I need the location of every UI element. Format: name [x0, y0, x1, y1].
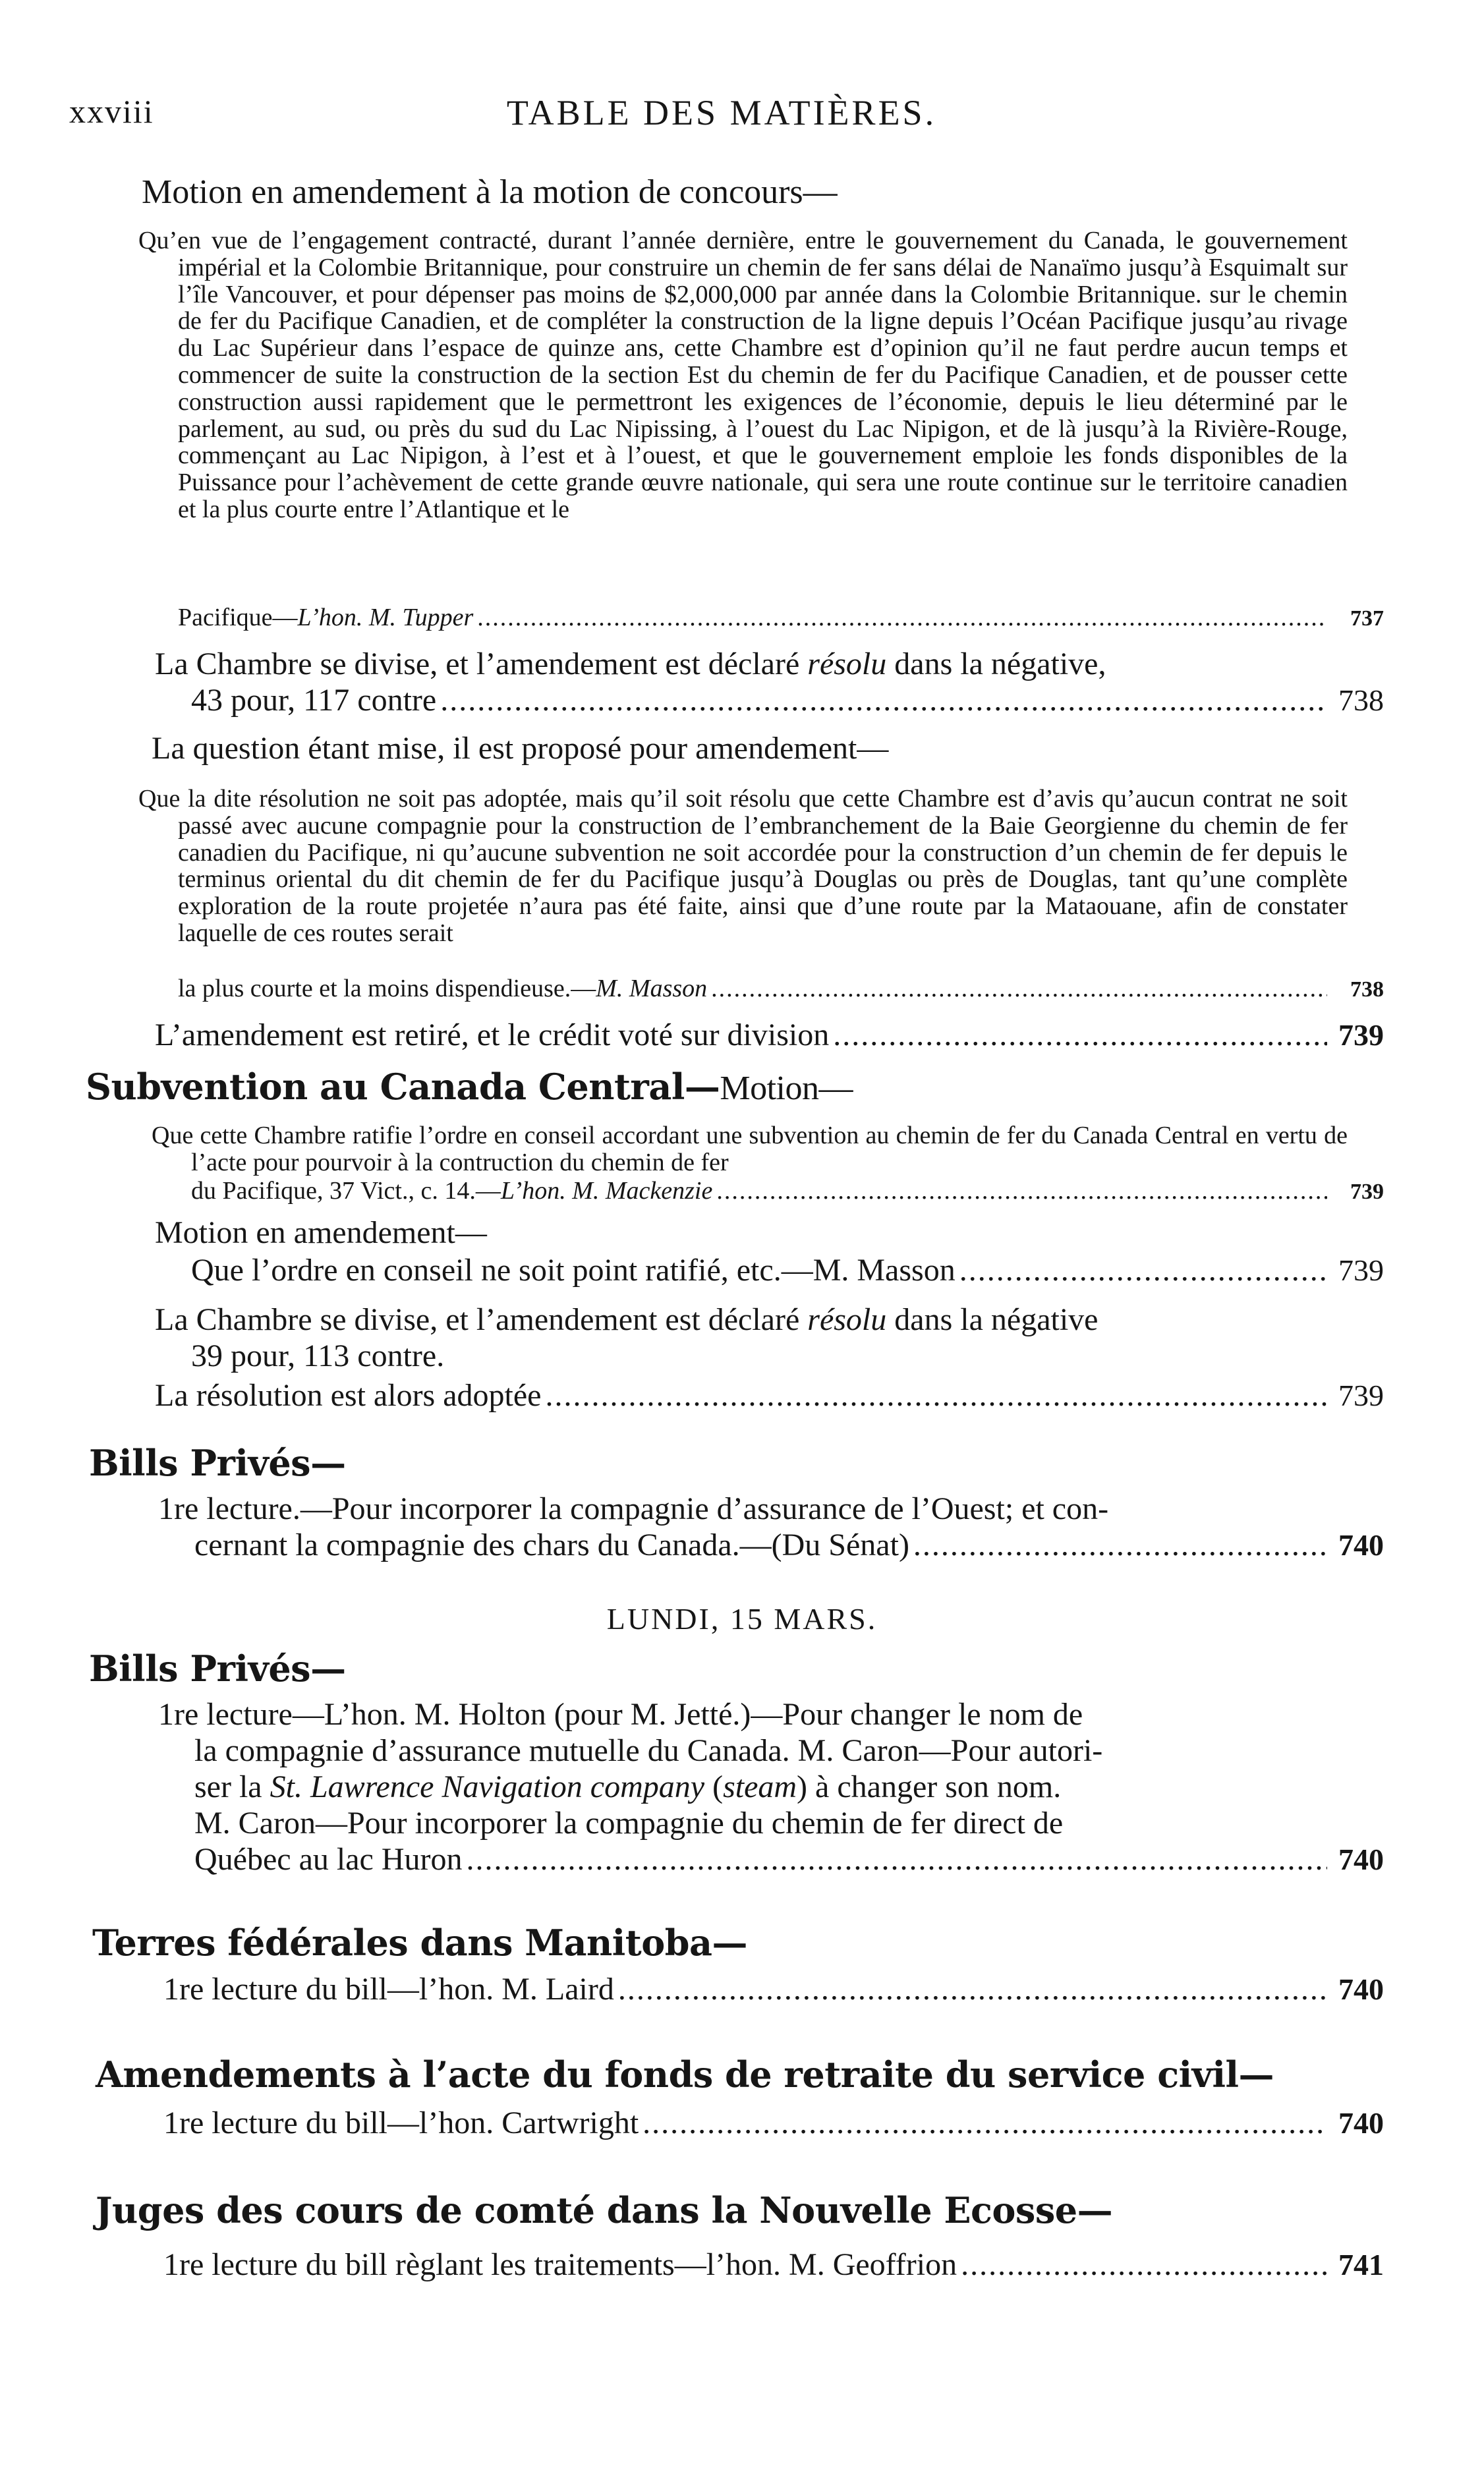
motion-division [155, 646, 1384, 718]
amendements-line [163, 2105, 1384, 2141]
terres-line [163, 1971, 1384, 2007]
leader-dots [466, 1841, 1327, 1877]
division-text: La Chambre se divise, et l’amendement est déclaré [155, 646, 800, 681]
question-last-text: la plus courte et la moins dispendieuse.— [178, 975, 596, 1002]
bills1-entry [158, 1491, 1384, 1563]
division-count: 39 pour, 113 contre. [191, 1338, 445, 1373]
page-number: 739 [1338, 1379, 1384, 1412]
motion-last-line [178, 603, 1384, 632]
bills2-line2: la compagnie d’assurance mutuelle du Canada. M. Caron—Pour autori- [194, 1733, 1103, 1768]
leader-dots [440, 682, 1327, 718]
running-head [69, 92, 1374, 138]
adopted-line [155, 1377, 1384, 1414]
date-heading: LUNDI, 15 MARS. [606, 1602, 878, 1636]
subvention-suffix: Motion— [720, 1070, 853, 1107]
company-name: St. Lawrence Navigation company [270, 1769, 705, 1804]
withdrawn-line [155, 1017, 1384, 1053]
bills2-line4: M. Caron—Pour incorporer la compagnie du chemin de fer direct de [194, 1806, 1064, 1841]
page-number: 739 [1350, 1180, 1384, 1204]
leader-dots [959, 1252, 1327, 1288]
leader-dots [642, 2105, 1327, 2141]
bills2-line5: Québec au lac Huron [194, 1842, 463, 1877]
page-number: 740 [1338, 1972, 1384, 2006]
motion-last-text: Pacifique— [178, 604, 298, 631]
question-author: M. Masson [596, 975, 708, 1002]
division-text: La Chambre se divise, et l’amendement est déclaré [155, 1302, 800, 1337]
leader-dots [545, 1377, 1327, 1414]
page-folio: xxviii [69, 93, 154, 130]
subvention-division [155, 1302, 1384, 1374]
leader-dots [711, 974, 1327, 1003]
amend-text: Que l’ordre en conseil ne soit point ratifié, etc.—M. Masson [191, 1253, 956, 1288]
steam-word: steam [723, 1769, 797, 1804]
motion-author: L’hon. M. Tupper [297, 604, 474, 631]
division-emphasis: résolu [807, 646, 887, 681]
leader-dots [716, 1176, 1327, 1205]
subvention-title: Subvention au Canada Central— [86, 1066, 720, 1108]
division-emphasis: résolu [807, 1302, 887, 1337]
page-number: 738 [1350, 977, 1384, 1002]
terres-text: 1re lecture du bill—l’hon. M. Laird [163, 1972, 614, 2007]
page-number: 740 [1338, 2106, 1384, 2140]
division-rest: dans la négative, [894, 646, 1106, 681]
subvention-heading [86, 1066, 853, 1108]
page-number: 741 [1338, 2248, 1384, 2281]
page-number: 739 [1338, 1018, 1384, 1052]
bills2-text: ( [712, 1769, 724, 1804]
subvention-last-text: du Pacifique, 37 Vict., c. 14.— [191, 1177, 501, 1205]
juges-heading: Juges des cours de comté dans la Nouvelle Ecosse— [96, 2189, 1113, 2231]
division-rest: dans la négative [894, 1302, 1099, 1337]
subvention-amend-line [191, 1252, 1384, 1288]
subvention-last-line [191, 1176, 1384, 1205]
subvention-amend-heading: Motion en amendement— [155, 1215, 487, 1250]
page-number: 739 [1338, 1253, 1384, 1287]
leader-dots [833, 1017, 1327, 1053]
juges-text: 1re lecture du bill règlant les traitements—l’hon. M. Geoffrion [163, 2247, 957, 2282]
amendements-text: 1re lecture du bill—l’hon. Cartwright [163, 2105, 639, 2140]
juges-line [163, 2247, 1384, 2283]
question-body: Que la dite résolution ne soit pas adoptée, mais qu’il soit résolu que cette Chambre est d’avis qu’aucun contrat ne soit passé avec aucune compagnie pour la construction de l’embranchement de la Baie Georgienne du chemin de fer canadien du Pacifique, ni qu’aucune subvention ne soit accordée pour la construction d’un chemin de fer depuis le terminus oriental du dit chemin de fer du Pacifique jusqu’à Douglas ou près de Douglas, tant qu’une complète exploration de la route projetée n’aura pas été faite, ainsi que d’une route par la Mataouane, afin de constater laquelle de ces routes serait [138, 785, 1348, 947]
amendements-heading: Amendements à l’acte du fonds de retraite du service civil— [96, 2053, 1274, 2096]
leader-dots [477, 603, 1327, 632]
page-title: TABLE DES MATIÈRES. [506, 93, 937, 132]
question-last-line [178, 974, 1384, 1003]
bills2-text: ) à changer son nom. [797, 1769, 1062, 1804]
bills2-line1: 1re lecture—L’hon. M. Holton (pour M. Jetté.)—Pour changer le nom de [158, 1697, 1083, 1732]
bills1-line2: cernant la compagnie des chars du Canada.—(Du Sénat) [194, 1528, 909, 1562]
leader-dots [961, 2247, 1327, 2283]
bills-heading: Bills Privés— [89, 1442, 346, 1484]
bills1-line1: 1re lecture.—Pour incorporer la compagnie d’assurance de l’Ouest; et con- [158, 1491, 1109, 1526]
page-number: 740 [1338, 1843, 1384, 1876]
bills2-line3 [158, 1769, 1384, 1805]
subvention-author: L’hon. M. Mackenzie [500, 1177, 713, 1205]
bills2-text: ser la [194, 1769, 262, 1804]
page-number: 737 [1350, 606, 1384, 631]
leader-dots [913, 1527, 1327, 1563]
leader-dots [618, 1971, 1327, 2007]
question-heading: La question étant mise, il est proposé pour amendement— [152, 731, 889, 766]
division-count: 43 pour, 117 contre [191, 683, 437, 718]
motion-heading: Motion en amendement à la motion de concours— [142, 173, 838, 211]
subvention-body: Que cette Chambre ratifie l’ordre en conseil accordant une subvention au chemin de fer du Canada Central en vertu de l’acte pour pourvoir à la contruction du chemin de fer [152, 1122, 1348, 1176]
adopted-text: La résolution est alors adoptée [155, 1378, 542, 1413]
bills-heading: Bills Privés— [89, 1647, 346, 1690]
page-number: 740 [1338, 1528, 1384, 1562]
bills2-entry [158, 1696, 1384, 1877]
withdrawn-text: L’amendement est retiré, et le crédit voté sur division [155, 1017, 830, 1052]
terres-heading: Terres fédérales dans Manitoba— [92, 1922, 747, 1964]
motion-body: Qu’en vue de l’engagement contracté, durant l’année dernière, entre le gouvernement du Canada, le gouvernement impérial et la Colombie Britannique, pour construire un chemin de fer sans délai de Nanaïmo jusqu’à Esquimalt sur l’île Vancouver, et pour dépenser pas moins de $2,000,000 par année dans la Colombie Britannique. sur le chemin de fer du Pacifique Canadien, et de compléter la construction de la ligne depuis l’Océan Pacifique jusqu’au rivage du Lac Supérieur dans l’espace de quinze ans, cette Chambre est d’opinion qu’il ne faut perdre aucun temps et commencer de suite la construction de la section Est du chemin de fer du Pacifique Canadien, et de pousser cette construction aussi rapidement que le permettront les exigences de l’économie, depuis le lieu déterminé par le parlement, au sud, ou près du sud du Lac Nipissing, à l’ouest du Lac Nipigon, et de là jusqu’à la Rivière-Rouge, commençant au Lac Nipigon, à l’est et à l’ouest, et que le gouvernement emploie les fonds disponibles de la Puissance pour l’achèvement de cette grande œuvre nationale, qui sera une route continue sur le territoire canadien et la plus courte entre l’Atlantique et le [138, 227, 1348, 523]
page-number: 738 [1338, 683, 1384, 717]
